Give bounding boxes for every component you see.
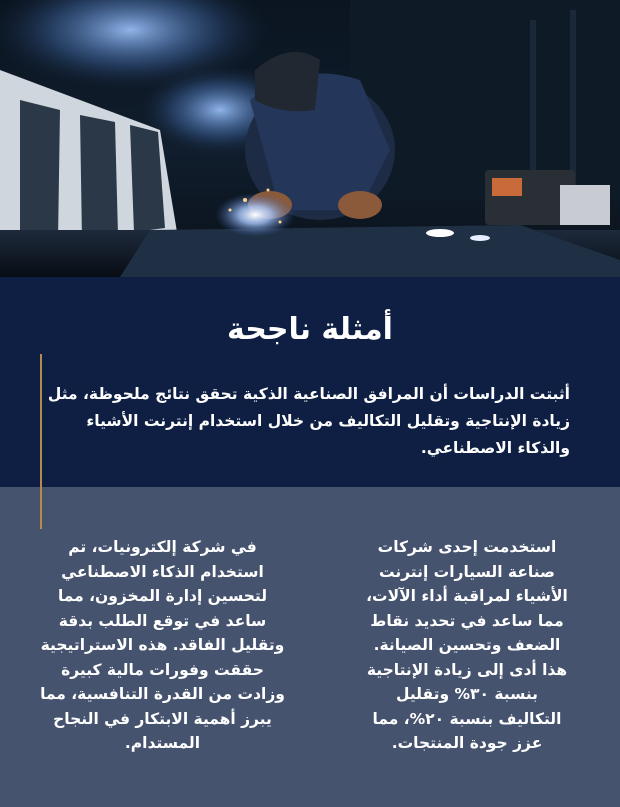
hero-image bbox=[0, 0, 620, 277]
intro-section bbox=[0, 277, 620, 487]
welder-illustration bbox=[0, 0, 620, 277]
section-title: أمثلة ناجحة bbox=[227, 312, 393, 347]
accent-divider bbox=[40, 354, 42, 529]
car-company-example: استخدمت إحدى شركات صناعة السيارات إنترنت الأشياء لمراقبة أداء الآلات، مما ساعد في تحديد نقاط الضعف وتحسين الصيانة. هذا أدى إلى زيادة الإنتاجية بنسبة ٣٠% وتقليل التكاليف بنسبة ٢٠%، مما عزز جودة المنتجات. bbox=[366, 538, 568, 752]
examples-section bbox=[0, 487, 620, 807]
electronics-company-example: في شركة إلكترونيات، تم استخدام الذكاء الاصطناعي لتحسين إدارة المخزون، مما ساعد في توقع الطلب بدقة وتقليل الفاقد. هذه الاستراتيجية حققت وفورات مالية كبيرة وزادت من القدرة التنافسية، مما يبرز أهمية الابتكار في النجاح المستدام. bbox=[40, 538, 285, 752]
intro-paragraph: أثبتت الدراسات أن المرافق الصناعية الذكية تحقق نتائج ملحوظة، مثل زيادة الإنتاجية وتقليل التكاليف من خلال استخدام إنترنت الأشياء والذكاء الاصطناعي. bbox=[47, 385, 570, 457]
